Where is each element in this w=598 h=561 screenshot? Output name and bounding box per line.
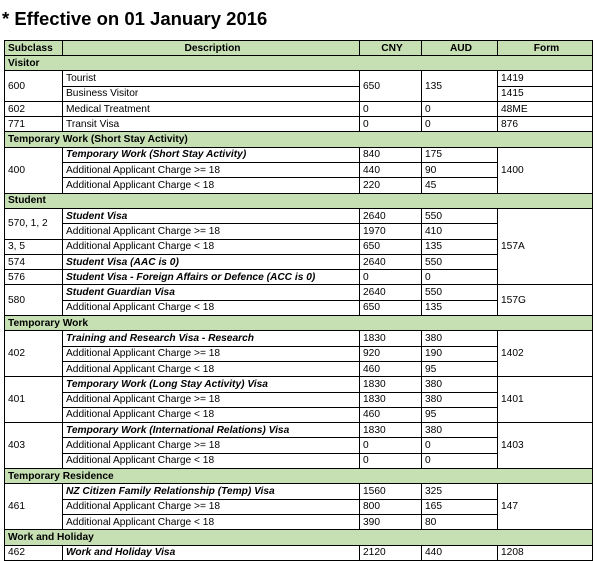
table-cell: 157G bbox=[498, 285, 593, 316]
table-cell: 1415 bbox=[498, 86, 593, 101]
header-cny: CNY bbox=[360, 41, 422, 56]
header-row bbox=[5, 41, 593, 56]
table-cell: Medical Treatment bbox=[63, 101, 360, 116]
table-cell: 1403 bbox=[498, 423, 593, 469]
table-cell: 1419 bbox=[498, 71, 593, 86]
table-header bbox=[5, 41, 593, 56]
table-cell: 461 bbox=[5, 484, 63, 530]
table-cell: 0 bbox=[422, 117, 498, 132]
table-cell: 650 bbox=[360, 239, 422, 254]
table-cell: 380 bbox=[422, 392, 498, 407]
table-cell: Additional Applicant Charge < 18 bbox=[63, 514, 360, 529]
table-cell: Student Visa - Foreign Affairs or Defence (ACC is 0) bbox=[63, 270, 360, 285]
table-cell: 0 bbox=[360, 438, 422, 453]
table-cell: 380 bbox=[422, 331, 498, 346]
table-cell: 0 bbox=[422, 101, 498, 116]
table-cell: 401 bbox=[5, 377, 63, 423]
table-cell: 147 bbox=[498, 484, 593, 530]
table-row bbox=[5, 331, 593, 346]
table-cell: 1830 bbox=[360, 392, 422, 407]
table-cell: 0 bbox=[422, 438, 498, 453]
table-row bbox=[5, 208, 593, 223]
table-row bbox=[5, 285, 593, 300]
table-row bbox=[5, 147, 593, 162]
section-label: Work and Holiday bbox=[5, 530, 593, 545]
table-body bbox=[5, 56, 593, 561]
table-cell: 380 bbox=[422, 377, 498, 392]
table-cell: 1830 bbox=[360, 331, 422, 346]
table-cell: 3, 5 bbox=[5, 239, 63, 254]
table-cell: 440 bbox=[360, 163, 422, 178]
section-label: Student bbox=[5, 193, 593, 208]
table-cell: 2120 bbox=[360, 545, 422, 560]
table-cell: 1830 bbox=[360, 377, 422, 392]
table-cell: 0 bbox=[360, 117, 422, 132]
table-cell: Temporary Work (Long Stay Activity) Visa bbox=[63, 377, 360, 392]
table-cell: 1401 bbox=[498, 377, 593, 423]
section-row bbox=[5, 193, 593, 208]
table-cell: Additional Applicant Charge < 18 bbox=[63, 300, 360, 315]
table-cell: 1830 bbox=[360, 423, 422, 438]
table-cell: 800 bbox=[360, 499, 422, 514]
section-label: Temporary Work (Short Stay Activity) bbox=[5, 132, 593, 147]
header-description: Description bbox=[63, 41, 360, 56]
table-cell: 0 bbox=[360, 270, 422, 285]
table-row bbox=[5, 423, 593, 438]
table-cell: Student Visa (AAC is 0) bbox=[63, 254, 360, 269]
table-cell: 1560 bbox=[360, 484, 422, 499]
table-cell: 410 bbox=[422, 224, 498, 239]
table-cell: Additional Applicant Charge < 18 bbox=[63, 178, 360, 193]
table-cell: Tourist bbox=[63, 71, 360, 86]
table-cell: 400 bbox=[5, 147, 63, 193]
table-cell: Temporary Work (Short Stay Activity) bbox=[63, 147, 360, 162]
table-cell: 2640 bbox=[360, 285, 422, 300]
header-aud: AUD bbox=[422, 41, 498, 56]
table-row bbox=[5, 377, 593, 392]
table-cell: 95 bbox=[422, 407, 498, 422]
table-cell: 403 bbox=[5, 423, 63, 469]
section-label: Temporary Residence bbox=[5, 469, 593, 484]
table-cell: 550 bbox=[422, 254, 498, 269]
table-cell: 380 bbox=[422, 423, 498, 438]
table-cell: 1402 bbox=[498, 331, 593, 377]
table-cell: 550 bbox=[422, 208, 498, 223]
table-cell: Additional Applicant Charge >= 18 bbox=[63, 224, 360, 239]
table-cell: 0 bbox=[360, 453, 422, 468]
table-cell: 135 bbox=[422, 71, 498, 102]
page-title: * Effective on 01 January 2016 bbox=[2, 8, 268, 29]
table-cell: 876 bbox=[498, 117, 593, 132]
section-row bbox=[5, 316, 593, 331]
section-row bbox=[5, 469, 593, 484]
table-cell: 840 bbox=[360, 147, 422, 162]
table-cell: 190 bbox=[422, 346, 498, 361]
table-cell: 574 bbox=[5, 254, 63, 269]
table-cell: 771 bbox=[5, 117, 63, 132]
table-cell: 1208 bbox=[498, 545, 593, 560]
table-cell: 570, 1, 2 bbox=[5, 208, 63, 239]
table-row bbox=[5, 71, 593, 86]
fee-table bbox=[4, 40, 593, 561]
table-cell: 90 bbox=[422, 163, 498, 178]
table-row bbox=[5, 484, 593, 499]
table-cell: 157A bbox=[498, 208, 593, 284]
table-cell: 920 bbox=[360, 346, 422, 361]
table-cell: 440 bbox=[422, 545, 498, 560]
table-cell: Training and Research Visa - Research bbox=[63, 331, 360, 346]
table-cell: 0 bbox=[422, 270, 498, 285]
table-cell: Temporary Work (International Relations) Visa bbox=[63, 423, 360, 438]
table-cell: 95 bbox=[422, 361, 498, 376]
table-cell: 550 bbox=[422, 285, 498, 300]
header-form: Form bbox=[498, 41, 593, 56]
header-subclass: Subclass bbox=[5, 41, 63, 56]
table-cell: 650 bbox=[360, 71, 422, 102]
table-cell: Additional Applicant Charge >= 18 bbox=[63, 163, 360, 178]
table-cell: 1400 bbox=[498, 147, 593, 193]
table-cell: 220 bbox=[360, 178, 422, 193]
table-cell: Additional Applicant Charge >= 18 bbox=[63, 499, 360, 514]
table-row bbox=[5, 86, 593, 101]
table-cell: Additional Applicant Charge >= 18 bbox=[63, 438, 360, 453]
table-cell: 650 bbox=[360, 300, 422, 315]
section-row bbox=[5, 56, 593, 71]
table-cell: 460 bbox=[360, 407, 422, 422]
table-cell: 45 bbox=[422, 178, 498, 193]
table-cell: 135 bbox=[422, 239, 498, 254]
section-label: Visitor bbox=[5, 56, 593, 71]
table-row bbox=[5, 117, 593, 132]
table-cell: Additional Applicant Charge < 18 bbox=[63, 453, 360, 468]
table-cell: Additional Applicant Charge >= 18 bbox=[63, 346, 360, 361]
table-cell: 135 bbox=[422, 300, 498, 315]
table-cell: Additional Applicant Charge < 18 bbox=[63, 407, 360, 422]
table-row bbox=[5, 545, 593, 560]
table-row bbox=[5, 101, 593, 116]
table-cell: 0 bbox=[422, 453, 498, 468]
table-cell: 2640 bbox=[360, 208, 422, 223]
table-cell: 580 bbox=[5, 285, 63, 316]
table-cell: 165 bbox=[422, 499, 498, 514]
table-cell: Work and Holiday Visa bbox=[63, 545, 360, 560]
table-cell: Additional Applicant Charge < 18 bbox=[63, 361, 360, 376]
table-cell: 2640 bbox=[360, 254, 422, 269]
table-cell: 576 bbox=[5, 270, 63, 285]
table-cell: 325 bbox=[422, 484, 498, 499]
section-row bbox=[5, 132, 593, 147]
table-cell: 1970 bbox=[360, 224, 422, 239]
table-cell: 0 bbox=[360, 101, 422, 116]
table-cell: 80 bbox=[422, 514, 498, 529]
table-cell: 602 bbox=[5, 101, 63, 116]
table-cell: Student Guardian Visa bbox=[63, 285, 360, 300]
table-cell: Additional Applicant Charge >= 18 bbox=[63, 392, 360, 407]
table-cell: 460 bbox=[360, 361, 422, 376]
table-cell: 402 bbox=[5, 331, 63, 377]
table-cell: 462 bbox=[5, 545, 63, 560]
table-cell: NZ Citizen Family Relationship (Temp) Visa bbox=[63, 484, 360, 499]
table-cell: Transit Visa bbox=[63, 117, 360, 132]
table-cell: 600 bbox=[5, 71, 63, 102]
table-cell: 390 bbox=[360, 514, 422, 529]
table-cell: Student Visa bbox=[63, 208, 360, 223]
table-cell: 175 bbox=[422, 147, 498, 162]
table-cell: Business Visitor bbox=[63, 86, 360, 101]
table-cell: 48ME bbox=[498, 101, 593, 116]
table-cell: Additional Applicant Charge < 18 bbox=[63, 239, 360, 254]
section-row bbox=[5, 530, 593, 545]
section-label: Temporary Work bbox=[5, 316, 593, 331]
